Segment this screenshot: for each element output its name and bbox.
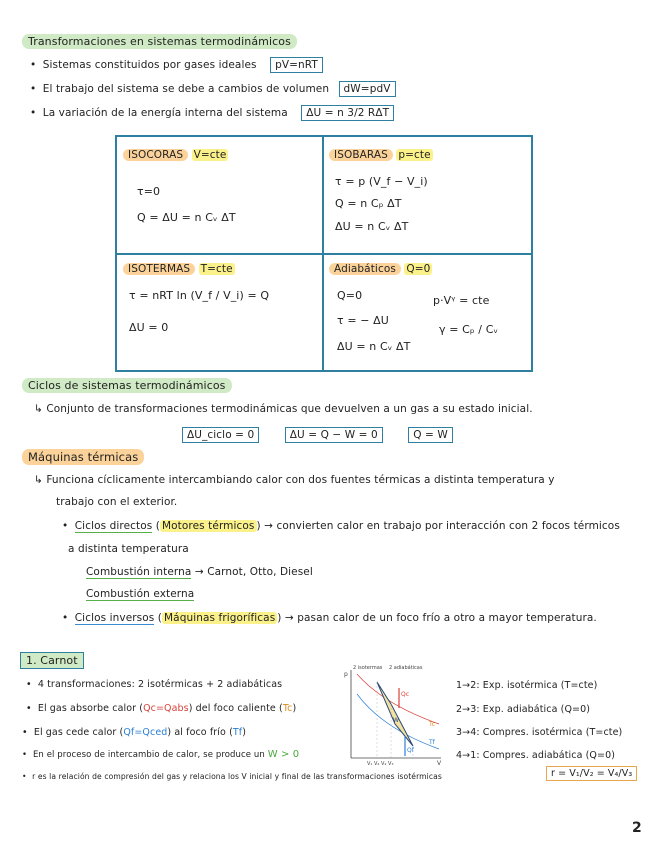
- maquinas-description: [34, 474, 555, 486]
- carnot-bullet-2: • El gas absorbe calor (Qc=Qabs) del foco caliente (Tc): [26, 703, 296, 714]
- bullet-gases-ideales: [30, 59, 323, 71]
- carnot-bullet-text: El gas absorbe calor: [37, 703, 137, 714]
- combustion-interna: Combustión interna: [86, 566, 192, 578]
- arrow-icon: ↳: [34, 474, 47, 486]
- diagram-label: V: [437, 760, 442, 766]
- inversos-label: Ciclos inversos: [74, 612, 155, 624]
- adiabaticos-side: p·Vᵞ = cte: [433, 294, 490, 307]
- carnot-bullet-text: 4 transformaciones: 2 isotérmicas + 2 adiabáticas: [37, 679, 283, 690]
- bullet-text: Sistemas constituidos por gases ideales: [42, 59, 257, 71]
- w-positive: W > 0: [267, 749, 300, 760]
- isocoras-label: ISOCORAS: [123, 149, 188, 161]
- adiabaticos-line: Q=0: [337, 289, 363, 302]
- isotermas-line: ΔU = 0: [129, 321, 169, 334]
- carnot-bullet-3: • El gas cede calor (Qf=Qced) al foco frío (Tf): [22, 727, 246, 738]
- isocoras-cond: V=cte: [193, 149, 227, 161]
- combustion-externa: Combustión externa: [86, 588, 195, 600]
- combustion-interna-line: [86, 566, 313, 578]
- al-foco-text: al foco frío: [174, 727, 226, 738]
- arrow-icon: ↳: [34, 403, 47, 415]
- table-divider-horizontal: [117, 253, 531, 255]
- qc-qabs: Qc=Qabs: [143, 703, 189, 714]
- carnot-bullet-4: [22, 749, 299, 760]
- isotermas-line: τ = nRT ln (V_f / V_i) = Q: [129, 289, 270, 302]
- formula-q-w: Q = W: [408, 427, 453, 443]
- heading-maquinas: Máquinas térmicas: [22, 449, 144, 465]
- ciclos-description: [34, 403, 533, 415]
- adiabaticos-side: γ = Cₚ / Cᵥ: [439, 323, 499, 336]
- combustion-externa-line: [86, 588, 194, 600]
- bullet-ciclos-inversos: • Ciclos inversos ( Máquinas frigoríficas ) → pasan calor de un foco frío a otro a mayor temperatura.: [62, 612, 597, 624]
- bullet-ciclos-directos: • Ciclos directos ( Motores térmicos ) → convierten calor en trabajo por interacción con 2 focos térmicos: [62, 520, 620, 532]
- diagram-label: Qc: [401, 691, 410, 698]
- formula-du-q-w: ΔU = Q − W = 0: [285, 427, 383, 443]
- directos-rest2: a distinta temperatura: [68, 543, 189, 555]
- maquinas-desc-text: Funciona cíclicamente intercambiando calor con dos fuentes térmicas a distinta temperatura y: [46, 474, 555, 486]
- page-number: 2: [632, 820, 642, 836]
- inversos-paren: Máquinas frigoríficas: [164, 612, 276, 624]
- del-foco-text: del foco caliente: [195, 703, 276, 714]
- tc-label: Tc: [282, 703, 293, 714]
- formula-delta-u: ΔU = n 3/2 RΔT: [301, 105, 394, 121]
- diagram-label: p: [344, 671, 348, 678]
- heading-transformaciones: Transformaciones en sistemas termodinámicos: [22, 34, 297, 49]
- cell-isotermas-title: [123, 263, 235, 275]
- tf-label: Tf: [232, 727, 243, 738]
- isobaras-cond: p=cte: [398, 149, 431, 161]
- directos-rest: → convierten calor en trabajo por interacción con 2 focos térmicos: [264, 520, 620, 532]
- isocoras-line: Q = ΔU = n Cᵥ ΔT: [137, 211, 236, 224]
- combustion-interna-rest: → Carnot, Otto, Diesel: [194, 566, 313, 578]
- isobaras-label: ISOBARAS: [329, 149, 393, 161]
- diagram-label: V₁ V₄ V₂ V₃: [367, 761, 394, 766]
- formula-pv-nrt: pV=nRT: [270, 57, 323, 73]
- directos-label: Ciclos directos: [74, 520, 153, 532]
- ciclos-formulas: [182, 429, 453, 441]
- bullet-energia-interna: [30, 107, 394, 119]
- carnot-bullet-5: [22, 772, 442, 781]
- cell-isocoras-title: [123, 149, 228, 161]
- diagram-label: 2 isotermas: [353, 665, 383, 671]
- isobaras-line: τ = p (V_f − V_i): [335, 175, 428, 188]
- isocoras-line: τ=0: [137, 185, 161, 198]
- diagram-label: Tf: [429, 739, 435, 746]
- carnot-step: 4→1: Compres. adiabática (Q=0): [456, 750, 616, 761]
- cell-isobaras-title: [329, 149, 433, 161]
- formula-du-ciclo: ΔU_ciclo = 0: [182, 427, 259, 443]
- diagram-label: Tc: [429, 721, 435, 728]
- cell-adiabaticos-title: [329, 263, 432, 275]
- heading-carnot: 1. Carnot: [20, 652, 84, 669]
- diagram-label: 2 adiabáticas: [389, 665, 423, 671]
- bullet-text: El trabajo del sistema se debe a cambios de volumen: [42, 83, 330, 95]
- isotermas-cond: T=cte: [200, 263, 233, 275]
- carnot-pv-diagram: [343, 664, 445, 766]
- carnot-step: 1→2: Exp. isotérmica (T=cte): [456, 680, 598, 691]
- diagram-label: Qf: [407, 747, 414, 754]
- adiabaticos-cond: Q=0: [406, 263, 431, 275]
- qf-qced: Qf=Qced: [123, 727, 168, 738]
- bullet-text: La variación de la energía interna del sistema: [42, 107, 288, 119]
- formula-r: r = V₁/V₂ = V₄/V₃: [546, 766, 637, 781]
- carnot-step: 2→3: Exp. adiabática (Q=0): [456, 704, 591, 715]
- maquinas-desc-text-2: trabajo con el exterior.: [56, 496, 178, 508]
- isobaras-line: Q = n Cₚ ΔT: [335, 197, 402, 210]
- carnot-bullet-text: En el proceso de intercambio de calor, se produce un: [32, 750, 265, 760]
- carnot-step: 3→4: Compres. isotérmica (T=cte): [456, 727, 623, 738]
- isobaras-line: ΔU = n Cᵥ ΔT: [335, 220, 409, 233]
- ciclos-desc-text: Conjunto de transformaciones termodinámicas que devuelven a un gas a su estado inicial.: [46, 403, 533, 415]
- adiabaticos-line: τ = − ΔU: [337, 314, 389, 327]
- carnot-bullet-text: El gas cede calor: [33, 727, 117, 738]
- formula-dw-pdv: dW=pdV: [339, 81, 396, 97]
- carnot-bullet-text: r es la relación de compresión del gas y relaciona los V inicial y final de las transformaciones isotérmicas: [32, 772, 442, 781]
- heading-ciclos: Ciclos de sistemas termodinámicos: [22, 378, 232, 393]
- inversos-rest: → pasan calor de un foco frío a otro a mayor temperatura.: [284, 612, 597, 624]
- carnot-bullet-1: [26, 679, 282, 690]
- adiabaticos-line: ΔU = n Cᵥ ΔT: [337, 340, 411, 353]
- directos-paren: Motores térmicos: [161, 520, 255, 532]
- bullet-trabajo: [30, 83, 396, 95]
- diagram-label: W: [393, 717, 399, 724]
- isotermas-label: ISOTERMAS: [123, 263, 195, 275]
- adiabaticos-label: Adiabáticos: [329, 263, 401, 275]
- transformations-table: [115, 135, 533, 372]
